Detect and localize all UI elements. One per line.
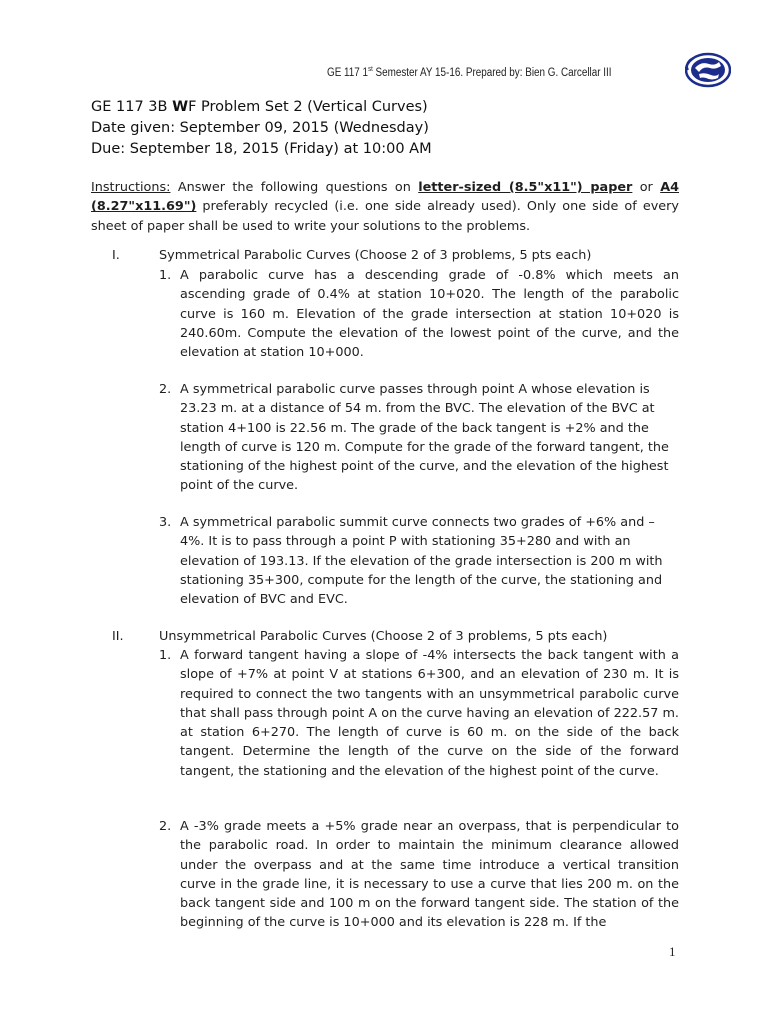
problem-text: A -3% grade meets a +5% grade near an overpass, that is perpendicular to the parabolic road. In order to maintain the minimum clearance allowed under the overpass and at the same time introduce a vertical transition curve in the grade line, it is necessary to use a curve that lies 200 m. on the back tangent side and 100 m on the forward tangent side. The station of the beginning of the curve is 10+000 and its elevation is 228 m. If the: [180, 819, 679, 931]
page-header: [0, 0, 768, 100]
due-date: Due: September 18, 2015 (Friday) at 10:00 AM: [91, 141, 432, 157]
problem-text: A parabolic curve has a descending grade of -0.8% which meets an ascending grade of 0.4% at station 10+020. The length of the parabolic curve is 160 m. Elevation of the grade intersection at station 10+020 is 240.60m. Compute the elevation of the lowest point of the curve, and the elevation at station 10+000.: [180, 268, 679, 361]
a4-paper-spec: A4 (8.27"x11.69"): [91, 180, 679, 215]
problem-text: A symmetrical parabolic curve passes through point A whose elevation is 23.23 m. at a distance of 54 m. from the BVC. The elevation of the BVC at station 4+100 is 22.56 m. The grade of the back tangent is +2% and the length of curve is 120 m. Compute for the grade of the forward tangent, the stationing of the highest point of the curve, and the elevation of the highest point of the curve.: [180, 382, 669, 494]
problem-i-2: 2. A symmetrical parabolic curve passes through point A whose elevation is 23.23 m. at a distance of 54 m. from the BVC. The elevation of the BVC at station 4+100 is 22.56 m. The grade of the back tangent is +2% and the length of curve is 120 m. Compute for the grade of the forward tangent, the stationing of the highest point of the curve, and the elevation of the highest point of the curve.: [159, 380, 679, 496]
problem-i-3: 3. A symmetrical parabolic summit curve connects two grades of +6% and – 4%. It is to pass through a point P with stationing 35+280 and with an elevation of 193.13. If the elevation of the grade intersection is 200 m with stationing 35+300, compute for the length of the curve, the stationing and elevation of BVC and EVC.: [159, 513, 679, 609]
problem-text: A forward tangent having a slope of -4% intersects the back tangent with a slope of +7% at point V at stations 6+300, and an elevation of 230 m. It is required to connect the two tangents with an unsymmetrical parabolic curve that shall pass through point A on the curve having an elevation of 222.57 m. at station 6+270. The length of curve is 60 m. on the side of the back tangent. Determine the length of the curve on the side of the forward tangent, the stationing and the elevation of the highest point of the curve.: [180, 648, 679, 779]
problem-i-1: 1. A parabolic curve has a descending grade of -0.8% which meets an ascending grade of 0.4% at station 10+020. The length of the parabolic curve is 160 m. Elevation of the grade intersection at station 10+020 is 240.60m. Compute the elevation of the lowest point of the curve, and the elevation at station 10+000.: [159, 266, 679, 362]
problem-set-title: GE 117 3B WF Problem Set 2 (Vertical Curves): [91, 99, 428, 115]
problem-ii-2: 2. A -3% grade meets a +5% grade near an overpass, that is perpendicular to the parabolic road. In order to maintain the minimum clearance allowed under the overpass and at the same time introduce a vertical transition curve in the grade line, it is necessary to use a curve that lies 200 m. on the back tangent side and 100 m on the forward tangent side. The station of the beginning of the curve is 10+000 and its elevation is 228 m. If the: [159, 817, 679, 933]
university-globe-logo: [685, 52, 731, 88]
instructions-paragraph: Instructions: Answer the following questions on letter-sized (8.5"x11") paper or A4 (8.27"x11.69") preferably recycled (i.e. one side already used). Only one side of every sheet of paper shall be used to write your solutions to the problems.: [91, 180, 679, 234]
instructions-label: Instructions:: [91, 180, 171, 195]
section-heading-ii: II. Unsymmetrical Parabolic Curves (Choose 2 of 3 problems, 5 pts each): [112, 629, 608, 644]
problem-text: A symmetrical parabolic summit curve connects two grades of +6% and – 4%. It is to pass through a point P with stationing 35+280 and with an elevation of 193.13. If the elevation of the grade intersection is 200 m with stationing 35+300, compute for the length of the curve, the stationing and elevation of BVC and EVC.: [180, 515, 663, 608]
date-given: Date given: September 09, 2015 (Wednesday): [91, 120, 429, 136]
title-block: [91, 97, 432, 160]
header-text: GE 117 1st Semester AY 15-16. Prepared by: Bien G. Carcellar III: [327, 66, 612, 79]
section-heading-i: I. Symmetrical Parabolic Curves (Choose 2 of 3 problems, 5 pts each): [112, 248, 592, 263]
problem-ii-1: 1. A forward tangent having a slope of -4% intersects the back tangent with a slope of +7% at point V at stations 6+300, and an elevation of 230 m. It is required to connect the two tangents with an unsymmetrical parabolic curve that shall pass through point A on the curve having an elevation of 222.57 m. at station 6+270. The length of curve is 60 m. on the side of the back tangent. Determine the length of the curve on the side of the forward tangent, the stationing and the elevation of the highest point of the curve.: [159, 646, 679, 781]
letter-paper-spec: letter-sized (8.5"x11") paper: [418, 180, 633, 195]
page-number: 1: [669, 944, 676, 959]
